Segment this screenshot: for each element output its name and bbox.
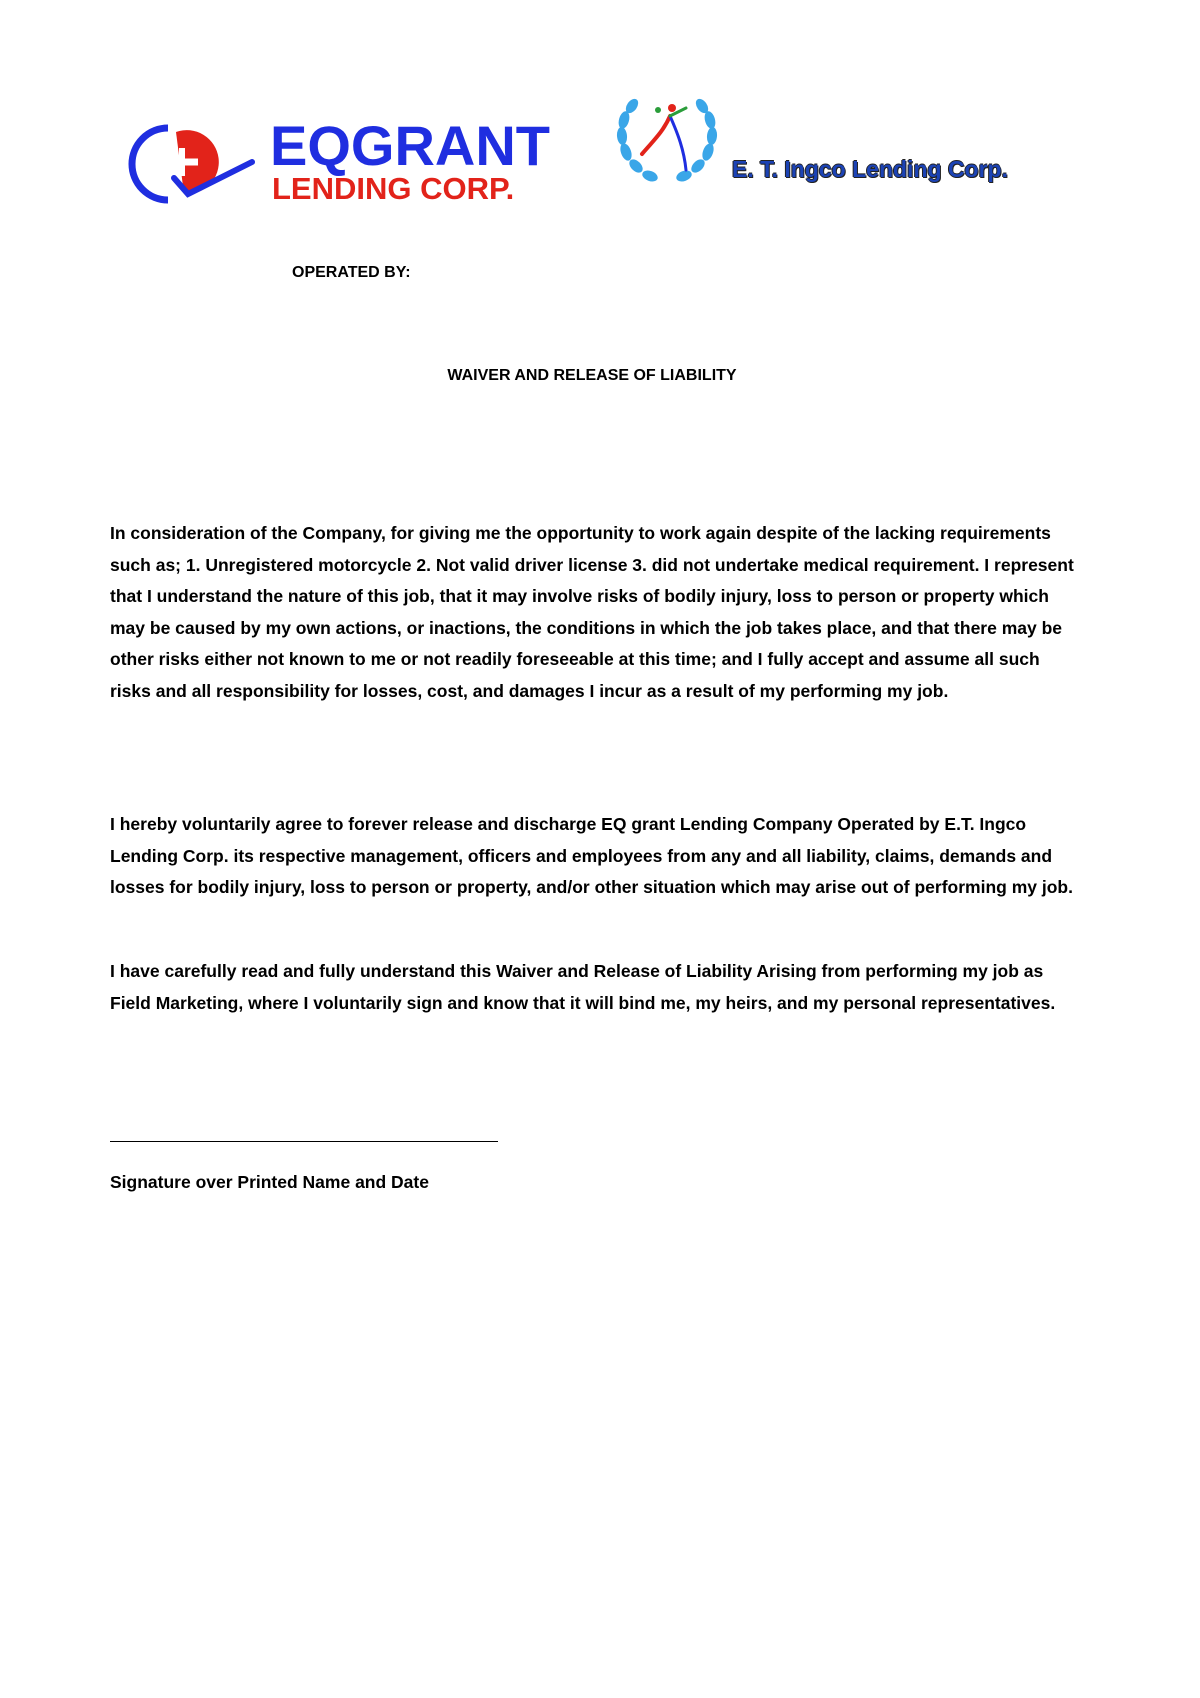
eqgrant-subtitle: LENDING CORP. (272, 171, 515, 206)
signature-line (110, 1141, 498, 1142)
et-ingco-name: E. T. Ingco Lending Corp. (732, 156, 1008, 182)
release-paragraph: I hereby voluntarily agree to forever release and discharge EQ grant Lending Company Operated by E.T. Ingco Lending Corp. its respective management, officers and employees from any and all liability, claims, demands and losses for bodily injury, loss to person or property, and/or other situation which may arise out of performing my job. (110, 814, 1073, 898)
signature-label: Signature over Printed Name and Date (110, 1172, 429, 1192)
laurel-wreath-icon (612, 90, 730, 190)
acknowledgement-paragraph: I have carefully read and fully understand this Waiver and Release of Liability Arising from performing my job as Field Marketing, where I voluntarily sign and know that it will bind me, my heirs, and my personal representatives. (110, 961, 1056, 1013)
document-title: WAIVER AND RELEASE OF LIABILITY (447, 367, 737, 384)
eqgrant-logo (128, 114, 568, 208)
eqgrant-emblem-icon (128, 122, 258, 204)
et-ingco-logo (612, 90, 1072, 190)
eqgrant-name: EQGRANT (270, 114, 550, 177)
consideration-paragraph: In consideration of the Company, for giving me the opportunity to work again despite of the lacking requirements such as; 1. Unregistered motorcycle 2. Not valid driver license 3. did not undertake medical requirement. I represent that I understand the nature of this job, that it may involve risks of bodily injury, loss to person or property which may be caused by my own actions, or inactions, the conditions in which the job takes place, and that there may be other risks either not known to me or not readily foreseeable at this time; and I fully accept and assume all such risks and all responsibility for losses, cost, and damages I incur as a result of my performing my job. (110, 523, 1074, 701)
operated-by-label: OPERATED BY: (292, 264, 411, 281)
